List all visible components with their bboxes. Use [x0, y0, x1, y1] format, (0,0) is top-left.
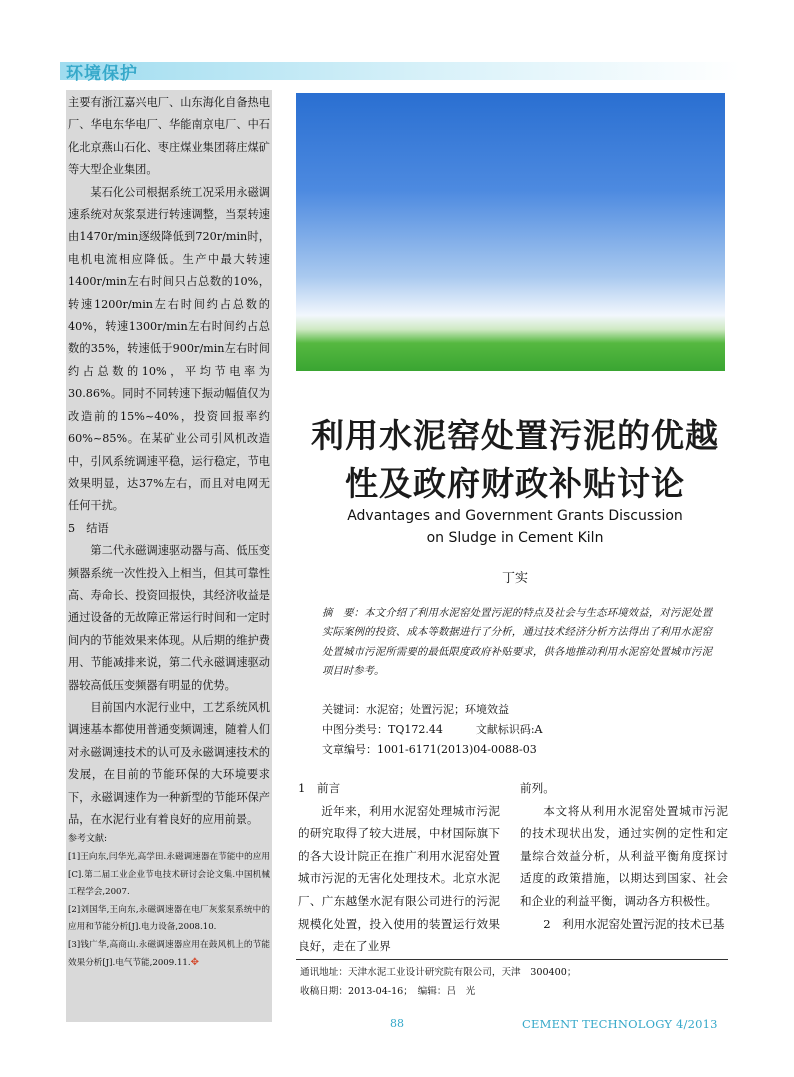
sidebar-paragraph: 主要有浙江嘉兴电厂、山东海化自备热电厂、华电东华电厂、华能南京电厂、中石化北京燕山石化、枣庄煤业集团蒋庄煤矿等大型企业集团。 [68, 96, 270, 177]
reference-item: [3]钱广华,高商山.永磁调速器应用在鼓风机上的节能效果分析[J].电气节能,2009.11. [68, 939, 270, 968]
body-paragraph: 前列。 [520, 781, 555, 795]
section-heading: 2 利用水泥窑处置污泥的技术已基 [543, 916, 725, 931]
title-en-line: Advantages and Government Grants Discussion [347, 508, 683, 524]
article-title-en [300, 505, 730, 549]
references-heading: 参考文献: [68, 834, 108, 845]
page-number: 88 [390, 1017, 404, 1030]
abstract [322, 604, 712, 681]
title-en-line: on Sludge in Cement Kiln [426, 530, 604, 546]
references [68, 831, 270, 972]
sidebar-section-heading: 5 结语 [68, 521, 109, 535]
body-column-2 [520, 777, 728, 935]
abstract-text: 摘 要：本文介绍了利用水泥窑处置污泥的特点及社会与生态环境效益，对污泥处置实际案例的投资、成本等数据进行了分析，通过技术经济分析方法得出了利用水泥窑处置城市污泥所需要的最低限度政府补贴要求，供各地推动利用水泥窑处置城市污泥项目时参考。 [322, 607, 712, 677]
section-header-bar [60, 62, 740, 80]
section-heading: 1 前言 [298, 781, 341, 795]
sidebar-paragraph: 第二代永磁调速驱动器与高、低压变频器系统一次性投入上相当，但其可靠性高、寿命长、投资回报快，其经济收益是通过设备的无故障正常运行时间和一定时间内的节能效果来体现。从后期的维护费用、节能减排来说，第二代永磁调速驱动器较高低压变频器有明显的优势。 [68, 544, 270, 692]
body-paragraph: 本文将从利用水泥窑处置城市污泥的技术现状出发，通过实例的定性和定量综合效益分析，从利益平衡角度探讨适度的政策措施，以期达到国家、社会和企业的利益平衡，调动各方积极性。 [520, 803, 728, 908]
footnote-address: 通讯地址：天津水泥工业设计研究院有限公司，天津 300400； [300, 967, 577, 978]
sidebar-paragraph: 目前国内水泥行业中，工艺系统风机调速基本都使用普通变频调速，随着人们对永磁调速技术的认可及永磁调速技术的发展，在目前的节能环保的大环境要求下，永磁调速作为一种新型的节能环保产品，在水泥行业有着良好的应用前景。 [68, 700, 270, 826]
sidebar-text [68, 92, 270, 972]
journal-name: CEMENT TECHNOLOGY 4/2013 [522, 1017, 718, 1031]
article-title: 利用水泥窑处置污泥的优越性及政府财政补贴讨论 [311, 416, 719, 503]
end-mark-icon: ✥ [190, 956, 200, 968]
sidebar-paragraph: 某石化公司根据系统工况采用永磁调速系统对灰浆泵进行转速调整，当泵转速由1470r/min逐级降低到720r/min时，电机电流相应降低。生产中最大转速1400r/min左右时间只占总数的10%，转速1200r/min左右时间约占总数的40%，转速1300r/min左右时间约占总数的35%，转速低于900r/min左右时间约占总数的10%，平均节电率为30.86%。同时不同转速下振动幅值仅为改造前的15%~40%，投资回报率约60%~85%。在某矿业公司引风机改造中，引风系统调速平稳，运行稳定，节电效果明显，达37%左右，而且对电网无任何干扰。 [68, 185, 270, 513]
footnote-divider [296, 959, 728, 960]
footnote-received: 收稿日期：2013-04-16； 编辑：吕 光 [300, 986, 476, 997]
section-tag: 环境保护 [66, 64, 138, 84]
reference-item: [1]王向东,闫华光,高学田.永磁调速器在节能中的应用[C].第二届工业企业节电技术研讨会论文集.中国机械工程学会,2007. [68, 852, 270, 898]
body-column-1 [298, 777, 500, 958]
reference-item: [2]刘国华,王向东,永磁调速器在电厂灰浆泵系统中的应用和节能分析[J].电力设备,2008.10. [68, 904, 270, 933]
classification: 中图分类号：TQ172.44 文献标识码:A [322, 723, 543, 736]
hero-image [296, 93, 725, 371]
body-paragraph: 近年来，利用水泥窑处理城市污泥的研究取得了较大进展，中材国际旗下的各大设计院正在推广利用水泥窑处置城市污泥的无害化处理技术。北京水泥厂、广东越堡水泥有限公司进行的污泥规模化处置，投入使用的装置运行效果良好，走在了业界 [298, 803, 500, 954]
keywords: 关键词：水泥窑；处置污泥；环境效益 [322, 703, 509, 716]
author: 丁实 [501, 571, 528, 586]
article-number: 文章编号：1001-6171(2013)04-0088-03 [322, 743, 537, 756]
